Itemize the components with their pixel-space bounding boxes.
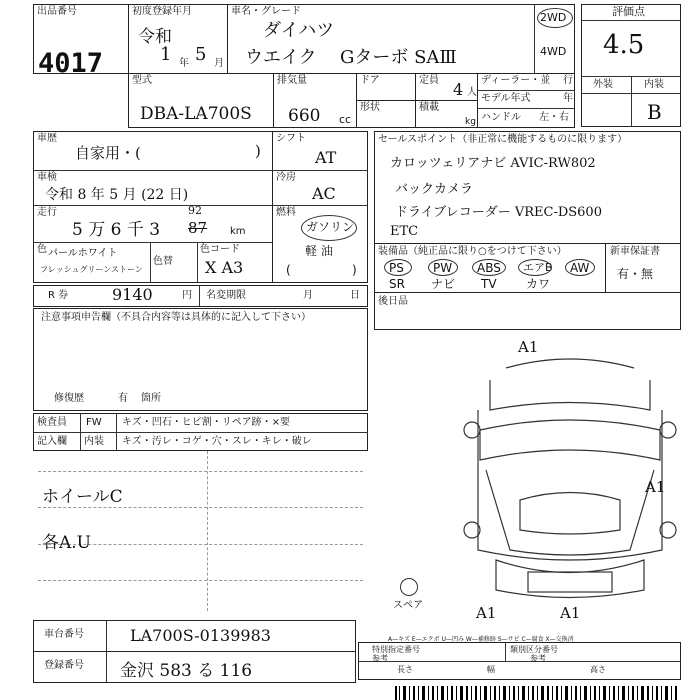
repair-place: 箇所 bbox=[141, 393, 161, 404]
equip-circle bbox=[472, 259, 506, 276]
later-box bbox=[374, 292, 681, 330]
fw-items: キズ・凹石・ヒビ割・リペア跡・×要 bbox=[122, 417, 290, 428]
color-code-label: 色コード bbox=[200, 244, 240, 255]
color-col-2 bbox=[197, 242, 198, 283]
fw-label: FW bbox=[86, 417, 102, 428]
first-reg-month-unit: 月 bbox=[214, 58, 224, 69]
shaken-label: 車検 bbox=[37, 172, 57, 183]
lot-label: 出品番号 bbox=[37, 6, 77, 17]
plate-value: 金沢 583 る 116 bbox=[120, 661, 253, 681]
inspector-label: 検査員 bbox=[37, 417, 67, 428]
remarks-line bbox=[38, 507, 363, 508]
mileage-label: 走行 bbox=[37, 207, 57, 218]
int-score: B bbox=[647, 100, 662, 124]
recycle-value: 9140 bbox=[112, 285, 153, 304]
recycle-col bbox=[199, 285, 200, 307]
rule-a bbox=[33, 170, 273, 171]
equip-pw: PW bbox=[433, 261, 453, 275]
insp-col bbox=[80, 413, 81, 451]
height-label: 高さ bbox=[590, 665, 606, 674]
load-unit: kg bbox=[465, 117, 476, 127]
fuel-circle bbox=[301, 215, 357, 241]
score-rule-3 bbox=[581, 93, 681, 94]
remarks-line bbox=[38, 471, 363, 472]
equip-circle bbox=[428, 259, 458, 276]
type-value: DBA-LA700S bbox=[140, 104, 252, 124]
chassis-label: 車台番号 bbox=[44, 629, 84, 640]
damage-mark: A1 bbox=[476, 604, 497, 622]
mid-rule-a bbox=[272, 170, 368, 171]
remarks-col bbox=[207, 451, 208, 611]
mileage-value: 5 万 6 千 3 bbox=[72, 220, 161, 240]
model-year-label: モデル年式 bbox=[481, 93, 531, 104]
plate-col bbox=[106, 651, 107, 683]
plate-label: 登録番号 bbox=[44, 660, 84, 671]
color-code-value: X A3 bbox=[205, 258, 244, 277]
rule-c bbox=[33, 242, 273, 243]
recycle-box bbox=[33, 285, 368, 307]
fuel-value-2: 軽 油 bbox=[305, 244, 333, 258]
rule-b bbox=[33, 205, 273, 206]
inspector-label-2: 記入欄 bbox=[37, 436, 67, 447]
shape-label: 形状 bbox=[360, 102, 380, 113]
dealer-rule-2 bbox=[477, 108, 575, 109]
insp-col-2 bbox=[116, 413, 117, 451]
shift-label: シフト bbox=[276, 133, 306, 144]
model-year-unit: 年 bbox=[563, 93, 573, 104]
equip-circle bbox=[384, 259, 412, 276]
first-reg-era: 令和 bbox=[138, 27, 172, 47]
shaken-value: 令和 8 年 5 月 (22 日) bbox=[45, 187, 189, 203]
int-label-row: 内装 bbox=[84, 436, 104, 447]
score-label: 評価点 bbox=[612, 5, 645, 18]
damage-mark: A1 bbox=[645, 478, 666, 496]
fuel-value: ガソリン bbox=[306, 220, 355, 234]
mileage-strike: 87 bbox=[188, 219, 208, 237]
drive-4wd: 4WD bbox=[540, 45, 567, 58]
barcode bbox=[395, 686, 680, 700]
car-name-label: 車名・グレード bbox=[231, 6, 301, 17]
capacity-label: 定員 bbox=[419, 75, 439, 86]
equip-tv: TV bbox=[481, 277, 497, 291]
equip-leather: カワ bbox=[526, 277, 551, 291]
recycle-yen: 円 bbox=[182, 290, 192, 301]
score-rule bbox=[581, 20, 681, 21]
disp-value: 660 bbox=[288, 106, 321, 126]
equip-airbag: エアB bbox=[523, 261, 553, 274]
warranty-label: 新車保証書 bbox=[610, 246, 660, 257]
chassis-col bbox=[106, 620, 107, 652]
damage-mark: A1 bbox=[560, 604, 581, 622]
dims-rule bbox=[358, 661, 681, 662]
drive-2wd: 2WD bbox=[540, 11, 567, 24]
model-cat-label: 類別区分番号 bbox=[510, 645, 558, 654]
door-label: ドア bbox=[360, 75, 380, 86]
color-label: 色 bbox=[37, 244, 47, 255]
warranty-value: 有・無 bbox=[617, 267, 654, 281]
name-change-day: 日 bbox=[350, 290, 360, 301]
handle-value: 左・右 bbox=[539, 112, 569, 123]
remark: ホイールC bbox=[42, 487, 123, 507]
repair-value: 有 bbox=[118, 393, 128, 404]
spare-label: スペア bbox=[393, 600, 423, 611]
equip-sr: SR bbox=[389, 277, 405, 291]
load-label: 積載 bbox=[419, 102, 439, 113]
fuel-paren-r: ) bbox=[352, 263, 357, 277]
remark: 各A.U bbox=[42, 533, 92, 553]
sales-point: ドライブレコーダー VREC-DS600 bbox=[395, 205, 602, 220]
dealer-rule bbox=[477, 90, 575, 91]
dealer-label: ディーラー・並 bbox=[481, 75, 551, 86]
spare-icon bbox=[400, 578, 418, 596]
equip-ps: PS bbox=[389, 261, 404, 275]
remarks-line bbox=[38, 580, 363, 581]
special-label: 特別指定番号 bbox=[372, 645, 420, 654]
mid-rule-b bbox=[272, 205, 368, 206]
insp-rule bbox=[33, 432, 368, 433]
repaint-label: 色替 bbox=[153, 256, 173, 267]
first-reg-year: 1 bbox=[160, 44, 172, 65]
fuel-paren-l: ( bbox=[286, 263, 291, 277]
length-label: 長さ bbox=[397, 665, 413, 674]
car-maker: ダイハツ bbox=[263, 20, 335, 41]
car-grade: Gターボ SAⅢ bbox=[340, 47, 457, 68]
fuel-label: 燃料 bbox=[276, 207, 296, 218]
sales-point: カロッツェリアナビ AVIC-RW802 bbox=[390, 156, 596, 171]
aircon-value: AC bbox=[312, 184, 336, 203]
width-label: 幅 bbox=[487, 665, 495, 674]
int-items: キズ・汚レ・コゲ・穴・スレ・キレ・破レ bbox=[122, 436, 312, 447]
special-ref: 参考 bbox=[372, 654, 388, 663]
chassis-value: LA700S-0139983 bbox=[130, 626, 271, 645]
history-label: 車歴 bbox=[37, 133, 57, 144]
disp-unit: cc bbox=[339, 113, 352, 126]
lot-number: 4017 bbox=[38, 48, 104, 79]
color-value-2: フレッシュグリーンストーン bbox=[40, 265, 143, 274]
type-label: 型式 bbox=[132, 75, 152, 86]
aircon-label: 冷房 bbox=[276, 172, 296, 183]
car-model: ウエイク bbox=[245, 47, 317, 68]
history-close: ) bbox=[255, 142, 261, 160]
damage-mark: A1 bbox=[518, 338, 539, 356]
first-reg-year-unit: 年 bbox=[179, 58, 189, 69]
notes-label: 注意事項申告欄（不具合内容等は具体的に記入して下さい） bbox=[41, 312, 311, 323]
mileage-over: 92 bbox=[188, 204, 202, 217]
capacity-unit: 人 bbox=[467, 87, 477, 98]
drive-2wd-circle bbox=[537, 8, 573, 28]
dealer-dot: 行 bbox=[563, 75, 573, 86]
int-label: 内装 bbox=[644, 79, 664, 90]
legend: A—キズ E—エクボ U—凹み W—補修跡 S—サビ C—腐食 X—交換済 bbox=[388, 636, 574, 643]
color-col bbox=[150, 242, 151, 283]
drive-divider bbox=[534, 4, 535, 74]
model-cat-ref: 参考 bbox=[530, 654, 546, 663]
color-value: パールホワイト bbox=[48, 248, 118, 259]
disp-label: 排気量 bbox=[277, 75, 307, 86]
mileage-unit: km bbox=[230, 226, 246, 237]
repair-label: 修復歴 bbox=[54, 393, 84, 404]
history-value: 自家用・( bbox=[75, 144, 141, 162]
shift-value: AT bbox=[315, 148, 337, 167]
sales-point: バックカメラ bbox=[395, 182, 474, 197]
score-col bbox=[631, 76, 632, 127]
later-label: 後日品 bbox=[378, 296, 408, 307]
sales-point: ETC bbox=[390, 224, 419, 239]
equip-circle bbox=[518, 259, 552, 276]
ext-label: 外装 bbox=[593, 79, 613, 90]
first-reg-month: 5 bbox=[195, 44, 207, 65]
sales-points-label: セールスポイント（非正常に機能するものに限ります） bbox=[378, 134, 628, 145]
name-change-label: 名変期限 bbox=[206, 290, 246, 301]
equip-navi: ナビ bbox=[431, 277, 456, 291]
handle-label: ハンドル bbox=[481, 112, 521, 123]
recycle-label: R 券 bbox=[48, 290, 69, 301]
capacity-value: 4 bbox=[453, 80, 464, 99]
equip-circle bbox=[565, 259, 595, 276]
first-reg-label: 初度登録年月 bbox=[132, 6, 192, 17]
name-change-month: 月 bbox=[303, 290, 313, 301]
dims-col bbox=[505, 642, 506, 661]
score-value: 4.5 bbox=[603, 30, 645, 60]
equipment-label: 装備品（純正品に限り○をつけて下さい） bbox=[378, 246, 567, 257]
equip-aw: AW bbox=[570, 261, 590, 275]
equip-abs: ABS bbox=[477, 261, 501, 275]
